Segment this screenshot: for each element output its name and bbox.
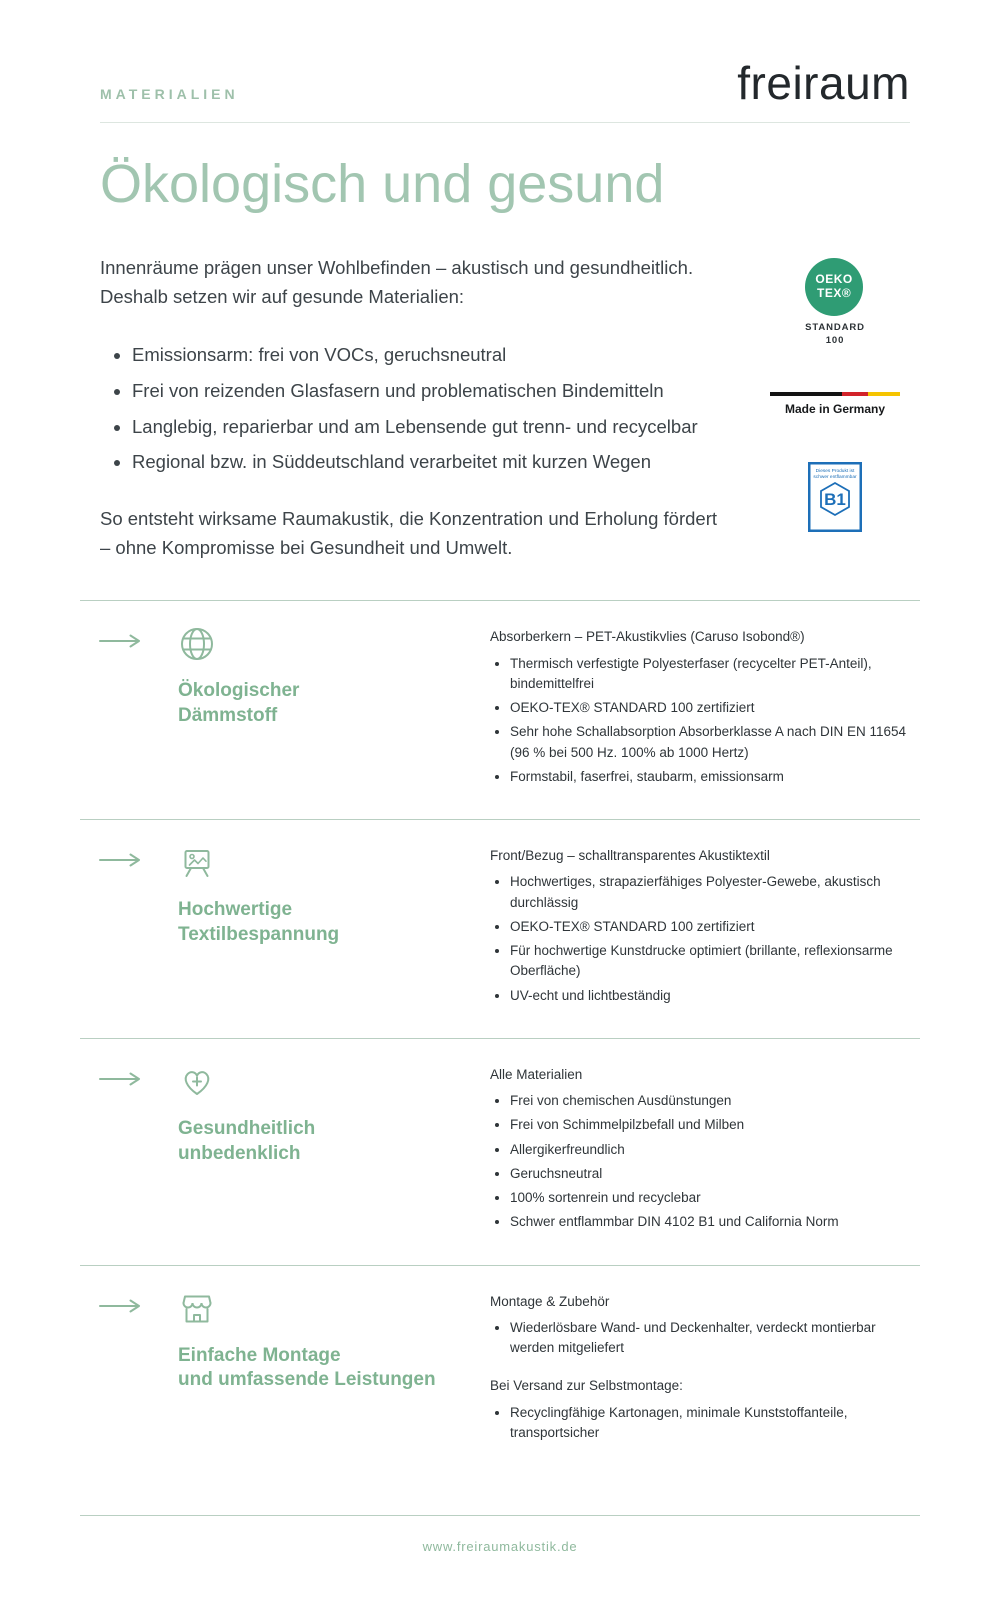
- oeko-caption-standard: STANDARD: [805, 322, 865, 334]
- detail-list: [490, 872, 916, 1006]
- feature-label-column: [178, 844, 490, 1010]
- detail-item: • Wiederlösbare Wand- und Deckenhalter, verdeckt montierbar werden mitgeliefert: [510, 1318, 916, 1359]
- b1-badge-icon: [808, 462, 862, 532]
- certification-badges-column: [760, 254, 910, 562]
- detail-item: • Für hochwertige Kunstdrucke optimiert (brillante, reflexionsarme Oberfläche): [510, 941, 916, 982]
- feature-section-textil: [80, 819, 920, 1038]
- feature-details-column: [490, 1063, 920, 1237]
- detail-item: • Allergikerfreundlich: [510, 1140, 916, 1160]
- benefit-item: • Langlebig, reparierbar und am Lebensende gut trenn- und recycelbar: [132, 413, 730, 442]
- benefit-item: • Regional bzw. in Süddeutschland verarbeitet mit kurzen Wegen: [132, 448, 730, 477]
- made-in-germany-label: Made in Germany: [784, 401, 886, 416]
- detail-list: [490, 1091, 916, 1233]
- detail-lead: Absorberkern – PET-Akustikvlies (Caruso Isobond®): [490, 629, 805, 645]
- detail-item: • UV-echt und lichtbeständig: [510, 986, 916, 1006]
- detail-item: • 100% sortenrein und recyclebar: [510, 1188, 916, 1208]
- detail-block: [490, 627, 916, 787]
- feature-details-column: [490, 844, 920, 1010]
- health-heart-icon: [178, 1063, 216, 1101]
- brand-logo: freiraum: [737, 57, 910, 109]
- b1-fire-class-badge: [808, 462, 862, 537]
- arrow-column: [80, 1063, 178, 1237]
- feature-title-line: Dämmstoff: [178, 705, 278, 727]
- hero-text-column: [100, 254, 730, 562]
- feature-section-daemmstoff: [80, 600, 920, 819]
- arrow-column: [80, 625, 178, 791]
- oeko-line2: TEX®: [817, 286, 852, 301]
- website-link[interactable]: www.freiraumakustik.de: [422, 1539, 578, 1555]
- detail-item: • OEKO-TEX® STANDARD 100 zertifiziert: [510, 917, 916, 937]
- detail-item: • Formstabil, faserfrei, staubarm, emissionsarm: [510, 767, 916, 787]
- detail-lead: Bei Versand zur Selbstmontage:: [490, 1378, 683, 1394]
- detail-block: [490, 1376, 916, 1443]
- oeko-tex-caption: [805, 322, 865, 348]
- outro-paragraph: So entsteht wirksame Raumakustik, die Konzentration und Erholung fördert – ohne Kompromisse bei Gesundheit und Umwelt.: [100, 508, 717, 558]
- feature-section-gesundheit: [80, 1038, 920, 1265]
- detail-item: • Geruchsneutral: [510, 1164, 916, 1184]
- page-title: Ökologisch und gesund: [100, 153, 665, 214]
- oeko-line1: OEKO: [815, 272, 853, 287]
- detail-block: [490, 846, 916, 1006]
- b1-small-line2: schwer entflammbar: [813, 474, 857, 480]
- detail-list: [490, 1403, 916, 1444]
- detail-lead: Front/Bezug – schalltransparentes Akustiktextil: [490, 848, 770, 864]
- arrow-right-icon: [98, 1071, 142, 1087]
- feature-title: [178, 1117, 490, 1166]
- intro-paragraph: Innenräume prägen unser Wohlbefinden – akustisch und gesundheitlich. Deshalb setzen wir auf gesunde Materialien:: [100, 257, 694, 307]
- detail-item: • Frei von Schimmelpilzbefall und Milben: [510, 1115, 916, 1135]
- arrow-right-icon: [98, 1298, 142, 1314]
- feature-label-column: [178, 1290, 490, 1448]
- page-header: [100, 0, 910, 123]
- storefront-icon: [178, 1290, 216, 1328]
- arrow-column: [80, 1290, 178, 1448]
- hero-section: [100, 155, 910, 563]
- feature-title-line: unbedenklich: [178, 1142, 301, 1164]
- page-footer: [80, 1515, 920, 1600]
- detail-block: [490, 1065, 916, 1233]
- feature-title-line: Hochwertige: [178, 899, 293, 921]
- arrow-right-icon: [98, 633, 142, 649]
- benefit-item: • Emissionsarm: frei von VOCs, geruchsneutral: [132, 341, 730, 370]
- hero-row: [100, 254, 910, 562]
- detail-lead: Montage & Zubehör: [490, 1293, 610, 1309]
- oeko-tex-badge: [805, 258, 865, 348]
- feature-label-column: [178, 1063, 490, 1237]
- detail-item: • Frei von chemischen Ausdünstungen: [510, 1091, 916, 1111]
- feature-label-column: [178, 625, 490, 791]
- b1-small-line1: Dieses Produkt ist: [815, 468, 855, 474]
- detail-item: • Schwer entflammbar DIN 4102 B1 und California Norm: [510, 1212, 916, 1232]
- feature-details-column: [490, 1290, 920, 1448]
- detail-list: [490, 1318, 916, 1359]
- detail-item: • Recyclingfähige Kartonagen, minimale Kunststoffanteile, transportsicher: [510, 1403, 916, 1444]
- feature-title: [178, 1344, 490, 1393]
- detail-item: • Thermisch verfestigte Polyesterfaser (recycelter PET-Anteil), bindemittelfrei: [510, 654, 916, 695]
- feature-title-line: Ökologischer: [178, 680, 300, 702]
- feature-title-line: Gesundheitlich: [178, 1117, 316, 1139]
- detail-item: • Hochwertiges, strapazierfähiges Polyester-Gewebe, akustisch durchlässig: [510, 872, 916, 913]
- easel-picture-icon: [178, 844, 216, 882]
- b1-label: B1: [824, 489, 846, 509]
- eyebrow-label: MATERIALIEN: [100, 85, 239, 102]
- detail-item: • OEKO-TEX® STANDARD 100 zertifiziert: [510, 698, 916, 718]
- arrow-column: [80, 844, 178, 1010]
- feature-details-column: [490, 625, 920, 791]
- feature-list: [80, 600, 920, 1475]
- arrow-right-icon: [98, 852, 142, 868]
- feature-title: [178, 898, 490, 947]
- globe-icon: [178, 625, 216, 663]
- feature-title-line: und umfassende Leistungen: [178, 1369, 436, 1391]
- feature-title-line: Einfache Montage: [178, 1344, 341, 1366]
- benefit-item: • Frei von reizenden Glasfasern und problematischen Bindemitteln: [132, 377, 730, 406]
- benefits-list: [100, 341, 730, 477]
- feature-title-line: Textilbespannung: [178, 923, 340, 945]
- feature-section-montage: [80, 1265, 920, 1476]
- feature-title: [178, 679, 490, 728]
- oeko-tex-circle-icon: [805, 258, 863, 316]
- detail-item: • Sehr hohe Schallabsorption Absorberklasse A nach DIN EN 11654 (96 % bei 500 Hz. 100% ab 1000 Hertz): [510, 722, 916, 763]
- germany-flag-stripes-icon: [770, 392, 900, 396]
- oeko-caption-100: 100: [825, 334, 845, 346]
- detail-lead: Alle Materialien: [490, 1066, 583, 1082]
- made-in-germany-badge: [770, 392, 900, 416]
- detail-block: [490, 1292, 916, 1359]
- detail-list: [490, 654, 916, 788]
